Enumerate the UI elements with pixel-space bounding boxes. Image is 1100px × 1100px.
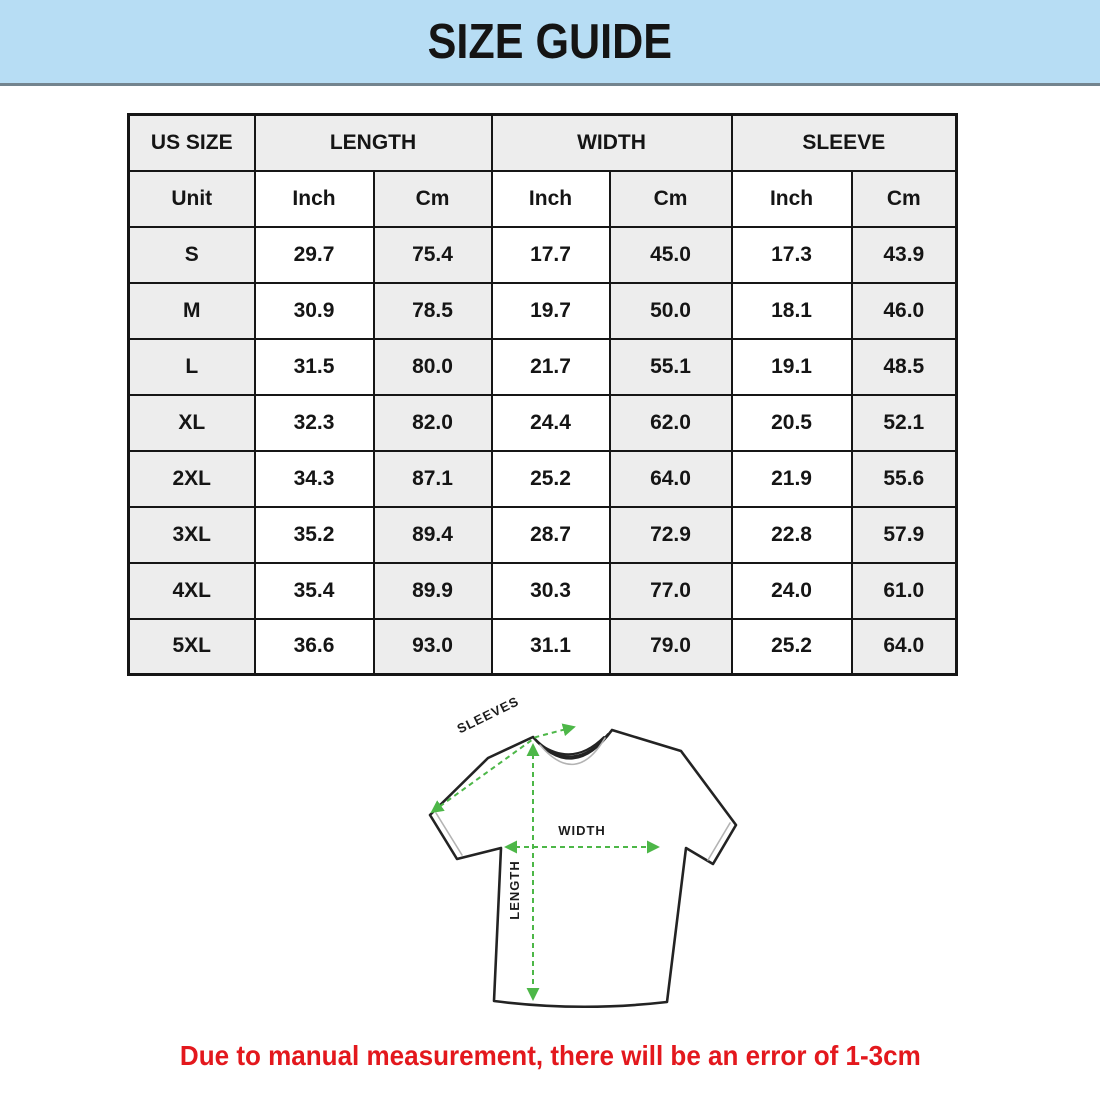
unit-length-cm: Cm [374, 171, 492, 227]
table-cell: 17.7 [492, 227, 610, 283]
unit-header: Unit [129, 171, 255, 227]
table-cell: 82.0 [374, 395, 492, 451]
table-cell: 46.0 [852, 283, 957, 339]
table-cell: 24.4 [492, 395, 610, 451]
table-row [129, 563, 957, 619]
table-row [129, 227, 957, 283]
size-label: 5XL [129, 619, 255, 675]
table-cell: 55.6 [852, 451, 957, 507]
table-cell: 52.1 [852, 395, 957, 451]
table-cell: 29.7 [255, 227, 374, 283]
unit-sleeve-inch: Inch [732, 171, 852, 227]
table-cell: 18.1 [732, 283, 852, 339]
table-cell: 28.7 [492, 507, 610, 563]
table-cell: 21.7 [492, 339, 610, 395]
table-cell: 20.5 [732, 395, 852, 451]
table-cell: 77.0 [610, 563, 732, 619]
table-cell: 19.1 [732, 339, 852, 395]
table-cell: 25.2 [492, 451, 610, 507]
table-row [129, 339, 957, 395]
size-label: S [129, 227, 255, 283]
unit-width-inch: Inch [492, 171, 610, 227]
table-cell: 35.4 [255, 563, 374, 619]
table-row [129, 507, 957, 563]
table-row [129, 395, 957, 451]
table-header-row [129, 115, 957, 171]
unit-width-cm: Cm [610, 171, 732, 227]
column-header-sleeve: SLEEVE [732, 115, 957, 171]
table-cell: 89.4 [374, 507, 492, 563]
length-label: LENGTH [507, 860, 522, 920]
table-cell: 36.6 [255, 619, 374, 675]
width-label: WIDTH [558, 823, 606, 838]
table-cell: 75.4 [374, 227, 492, 283]
table-cell: 31.1 [492, 619, 610, 675]
table-cell: 48.5 [852, 339, 957, 395]
unit-length-inch: Inch [255, 171, 374, 227]
table-cell: 57.9 [852, 507, 957, 563]
column-header-length: LENGTH [255, 115, 492, 171]
footnote [0, 1040, 1100, 1072]
table-cell: 25.2 [732, 619, 852, 675]
table-cell: 80.0 [374, 339, 492, 395]
table-row [129, 283, 957, 339]
column-header-width: WIDTH [492, 115, 732, 171]
table-cell: 45.0 [610, 227, 732, 283]
table-row [129, 451, 957, 507]
tshirt-diagram [390, 685, 810, 1035]
page-title: SIZE GUIDE [427, 14, 673, 69]
table-cell: 22.8 [732, 507, 852, 563]
table-cell: 21.9 [732, 451, 852, 507]
banner [0, 0, 1100, 86]
table-cell: 43.9 [852, 227, 957, 283]
table-cell: 64.0 [610, 451, 732, 507]
sleeves-label: SLEEVES [454, 693, 522, 737]
disclaimer-text: Due to manual measurement, there will be an error of 1-3cm [179, 1040, 921, 1071]
table-cell: 30.9 [255, 283, 374, 339]
unit-sleeve-cm: Cm [852, 171, 957, 227]
table-cell: 62.0 [610, 395, 732, 451]
table-cell: 32.3 [255, 395, 374, 451]
table-cell: 24.0 [732, 563, 852, 619]
table-cell: 35.2 [255, 507, 374, 563]
table-unit-row [129, 171, 957, 227]
size-table [127, 113, 958, 676]
size-label: 2XL [129, 451, 255, 507]
table-cell: 50.0 [610, 283, 732, 339]
table-cell: 93.0 [374, 619, 492, 675]
table-cell: 72.9 [610, 507, 732, 563]
table-cell: 89.9 [374, 563, 492, 619]
table-cell: 79.0 [610, 619, 732, 675]
column-header-us-size: US SIZE [129, 115, 255, 171]
size-label: M [129, 283, 255, 339]
size-label: 3XL [129, 507, 255, 563]
table-cell: 61.0 [852, 563, 957, 619]
table-cell: 31.5 [255, 339, 374, 395]
table-cell: 34.3 [255, 451, 374, 507]
table-cell: 55.1 [610, 339, 732, 395]
table-cell: 17.3 [732, 227, 852, 283]
table-cell: 87.1 [374, 451, 492, 507]
size-label: L [129, 339, 255, 395]
table-row [129, 619, 957, 675]
table-cell: 78.5 [374, 283, 492, 339]
table-cell: 64.0 [852, 619, 957, 675]
table-cell: 30.3 [492, 563, 610, 619]
tshirt-body-outline [430, 730, 736, 1007]
size-label: XL [129, 395, 255, 451]
table-cell: 19.7 [492, 283, 610, 339]
size-label: 4XL [129, 563, 255, 619]
